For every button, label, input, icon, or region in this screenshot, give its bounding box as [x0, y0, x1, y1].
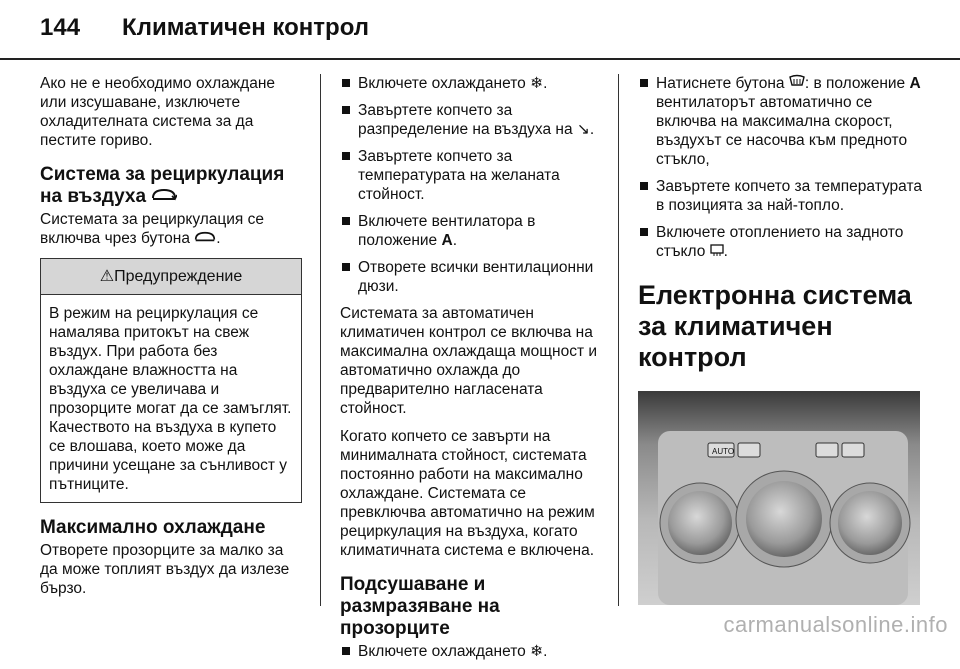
warning-box	[40, 258, 302, 503]
warning-icon: ⚠	[99, 268, 115, 286]
header-rule	[0, 58, 960, 60]
intro-text: Ако не е необходимо охлаждане или изсушаване, изключете охладителната система за да пестите гориво.	[40, 75, 276, 149]
list-item: Включете охлаждането ❄.	[340, 642, 604, 661]
page-header	[40, 14, 411, 42]
snowflake-icon: ❄	[530, 643, 544, 660]
list-item: Натиснете бутона : в положение A вентилаторът автоматично се включва на максимална скорост, въздухът се насочва към предното стъкло,	[638, 74, 934, 169]
warning-header: ⚠Предупреждение	[41, 259, 301, 295]
paragraph: Системата за автоматичен климатичен контрол се включва на максимална охлаждаща мощност и автоматично охлажда до предварително нагласената стойност.	[340, 305, 598, 417]
recirculation-heading: Система за рециркулация на въздуха	[40, 164, 285, 208]
paragraph: Когато копчето се завърти на минималната стойност, системата постоянно работи на максимално охлаждане. Системата се превключва автоматично на режим рециркулация на въздуха, когато климатичната система е включена.	[340, 428, 595, 559]
list-item: Включете отоплението на задното стъкло .	[638, 223, 934, 261]
list-item: Включете вентилатора в положение A.	[340, 212, 604, 250]
list-item: Завъртете копчето за температурата в позицията за най-топло.	[638, 177, 934, 215]
list-item: Завъртете копчето за разпределение на въздуха на ↘.	[340, 101, 604, 139]
page-number: 144	[40, 14, 81, 41]
column-divider	[320, 74, 321, 606]
snowflake-icon: ❄	[530, 75, 544, 92]
recirculation-button-icon	[194, 229, 216, 248]
defog-heading: Подсушаване и размразяване на прозорците	[340, 574, 500, 639]
recirculation-text: Системата за рециркулация се включва чрез бутона .	[40, 211, 265, 248]
recirculation-icon	[151, 186, 177, 208]
rear-window-heating-icon	[710, 243, 724, 262]
column-1	[40, 74, 302, 607]
warning-text: В режим на рециркулация се намалява притокът на свеж въздух. При работа без охлаждане влажността на въздуха се увеличава и прозорците могат да се замъглят. Качеството на въздуха в купето се влошава, което може да причини усещане за сънливост у пътниците.	[49, 305, 292, 494]
svg-text:AUTO: AUTO	[712, 446, 735, 456]
air-distribution-icon: ↘	[576, 121, 590, 138]
max-cooling-heading: Максимално охлаждане	[40, 517, 266, 539]
climate-control-panel-photo	[638, 391, 920, 605]
list-item: Отворете всички вентилационни дюзи.	[340, 258, 604, 296]
column-divider	[618, 74, 619, 606]
column-3	[638, 74, 934, 605]
page-title: Климатичен контрол	[122, 14, 370, 41]
list-item: Завъртете копчето за температурата на желаната стойност.	[340, 147, 604, 204]
column-2	[340, 74, 604, 669]
max-cooling-text: Отворете прозорците за малко за да може топлият въздух да излезе бързо.	[40, 542, 290, 598]
watermark: carmanualsonline.info	[723, 612, 948, 637]
section-heading: Електронна система за климатичен контрол	[638, 279, 912, 372]
windscreen-defrost-icon	[789, 74, 805, 93]
list-item: Включете охлаждането ❄.	[340, 74, 604, 93]
